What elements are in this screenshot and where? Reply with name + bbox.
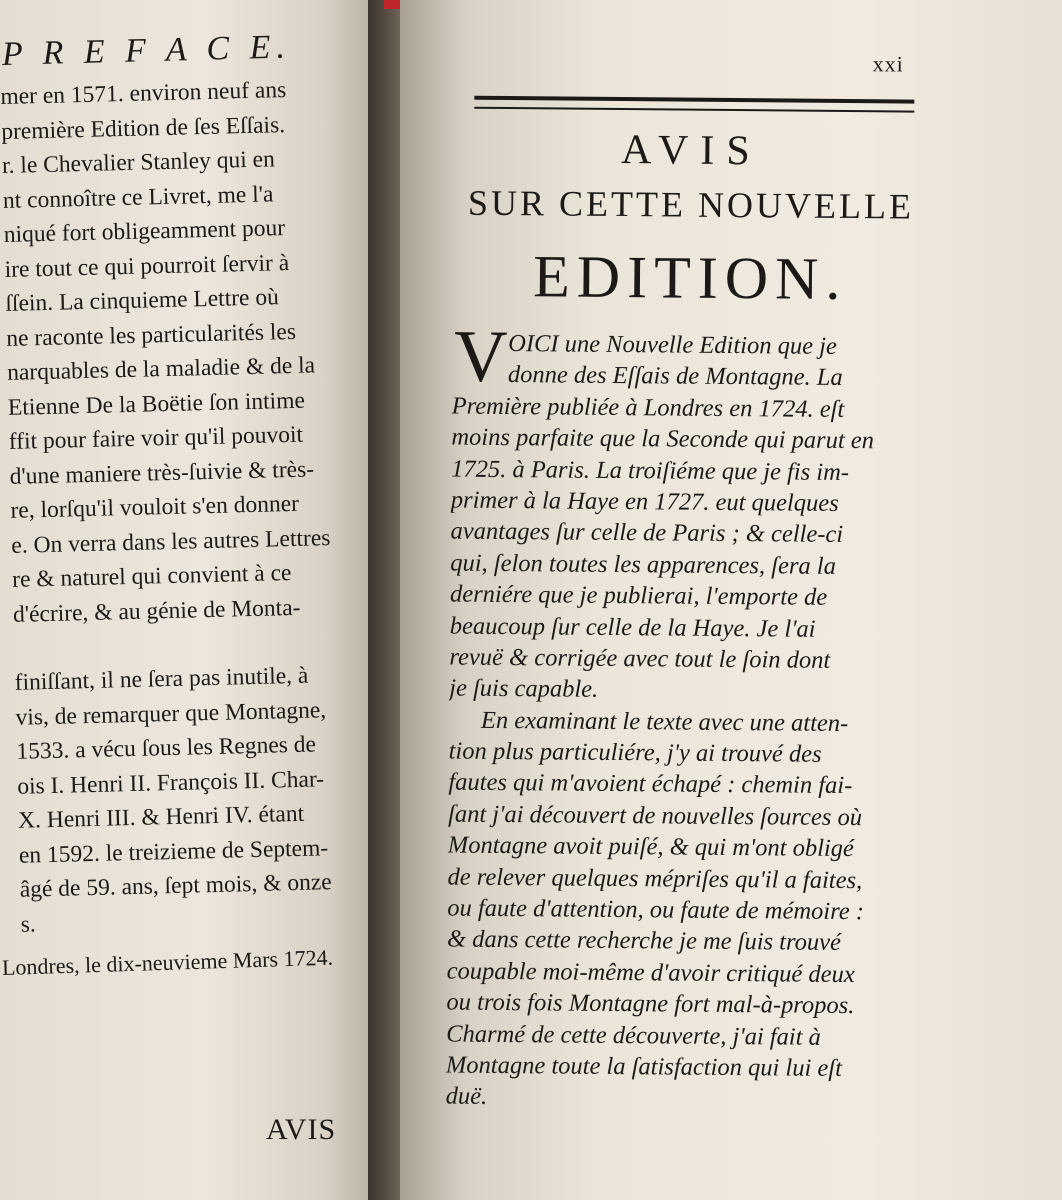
body-line: de relever quelques mépriſes qu'il a faites, xyxy=(447,863,863,894)
body-line: En examinant le texte avec une atten- xyxy=(480,706,849,737)
left-line: s. xyxy=(20,910,36,938)
body-line: Montagne avoit puiſé, & qui m'ont obligé xyxy=(447,831,854,863)
right-page xyxy=(400,0,1062,1200)
left-line: vis, de remarquer que Montagne, xyxy=(15,696,327,731)
right-page-content xyxy=(400,0,1062,1200)
left-line: d'écrire, & au génie de Monta- xyxy=(12,594,301,628)
body-line: coupable moi-même d'avoir critiqué deux xyxy=(446,957,855,988)
header-rule xyxy=(474,96,914,113)
body-line: Première publiée à Londres en 1724. eſt xyxy=(451,392,845,423)
body-line: moins parfaite que la Seconde qui parut en xyxy=(451,423,875,455)
page-number: xxi xyxy=(872,51,904,77)
left-line: mer en 1571. environ neuf ans xyxy=(0,77,287,110)
left-line: ne raconte les particularités les xyxy=(5,318,297,352)
left-line: ire tout ce qui pourroit ſervir à xyxy=(4,249,290,283)
body-line: OICI une Nouvelle Edition que je xyxy=(508,330,837,360)
left-page xyxy=(0,0,372,1200)
left-signoff: Londres, le dix-neuvieme Mars 1724. xyxy=(1,944,334,980)
body-line: & dans cette recherche je me ſuis trouvé xyxy=(446,925,842,957)
body-line: duë. xyxy=(445,1082,488,1111)
body-line: beaucoup ſur celle de la Haye. Je l'ai xyxy=(449,612,816,643)
left-page-text xyxy=(0,71,372,942)
left-line: niqué fort obligeamment pour xyxy=(3,215,286,248)
left-line: première Edition de ſes Eſſais. xyxy=(0,111,286,145)
body-line: primer à la Haye en 1727. eut quelques xyxy=(450,486,839,517)
left-line: âgé de 59. ans, ſept mois, & onze xyxy=(19,869,332,903)
body-line: je ſuis capable. xyxy=(449,674,599,704)
body-line: revuë & corrigée avec tout le ſoin dont xyxy=(449,643,831,674)
title-subtitle: SUR CETTE NOUVELLE xyxy=(467,182,915,227)
left-line: d'une maniere très-ſuivie & très- xyxy=(9,455,315,490)
body-line: donne des Eſſais de Montagne. La xyxy=(507,361,843,392)
body-line: derniére que je publierai, l'emporte de xyxy=(449,580,828,611)
left-line: e. On verra dans les autres Lettres xyxy=(11,524,331,559)
drop-cap: V xyxy=(453,315,508,399)
body-line: ou trois fois Montagne fort mal-à-propos. xyxy=(446,988,855,1020)
body-line: avantages ſur celle de Paris ; & celle-ci xyxy=(450,517,844,549)
body-line: 1725. à Paris. La troiſiéme que je fis im- xyxy=(451,455,850,486)
right-body-text xyxy=(446,328,923,1117)
left-line: ois I. Henri II. François II. Char- xyxy=(16,765,325,800)
title-avis: AVIS xyxy=(620,127,762,175)
left-line: en 1592. le treizieme de Septem- xyxy=(18,834,329,869)
body-line: Montagne toute la ſatisfaction qui lui eſt xyxy=(445,1051,843,1082)
body-line: ſant j'ai découvert de nouvelles ſources où xyxy=(448,800,863,832)
catchword: AVIS xyxy=(266,1113,337,1146)
left-line: ſſein. La cinquieme Lettre où xyxy=(5,284,280,317)
left-line: re, lorſqu'il vouloit s'en donner xyxy=(10,490,300,524)
body-line: qui, ſelon toutes les apparences, ſera la xyxy=(450,549,837,580)
body-line: Charmé de cette découverte, j'ai fait à xyxy=(446,1020,821,1051)
left-line: nt connoître ce Livret, me l'a xyxy=(2,180,274,214)
left-line: re & naturel qui convient à ce xyxy=(11,560,292,593)
title-edition: EDITION. xyxy=(532,243,848,313)
left-line: ffit pour faire voir qu'il pouvoit xyxy=(8,421,304,455)
left-line: 1533. a vécu ſous les Regnes de xyxy=(16,731,317,765)
left-line: Etienne De la Boëtie ſon intime xyxy=(7,387,306,421)
body-line: fautes qui m'avoient échapé : chemin fai- xyxy=(448,769,853,800)
left-line: X. Henri III. & Henri IV. étant xyxy=(17,800,305,834)
left-running-head: P R E F A C E. xyxy=(1,28,292,73)
left-line: narquables de la maladie & de la xyxy=(6,352,316,386)
body-line: ou faute d'attention, ou faute de mémoire : xyxy=(447,894,865,926)
body-line: tion plus particuliére, j'y ai trouvé des xyxy=(448,737,822,768)
left-line: finiſſant, il ne ſera pas inutile, à xyxy=(14,662,309,696)
left-line: r. le Chevalier Stanley qui en xyxy=(1,146,276,179)
